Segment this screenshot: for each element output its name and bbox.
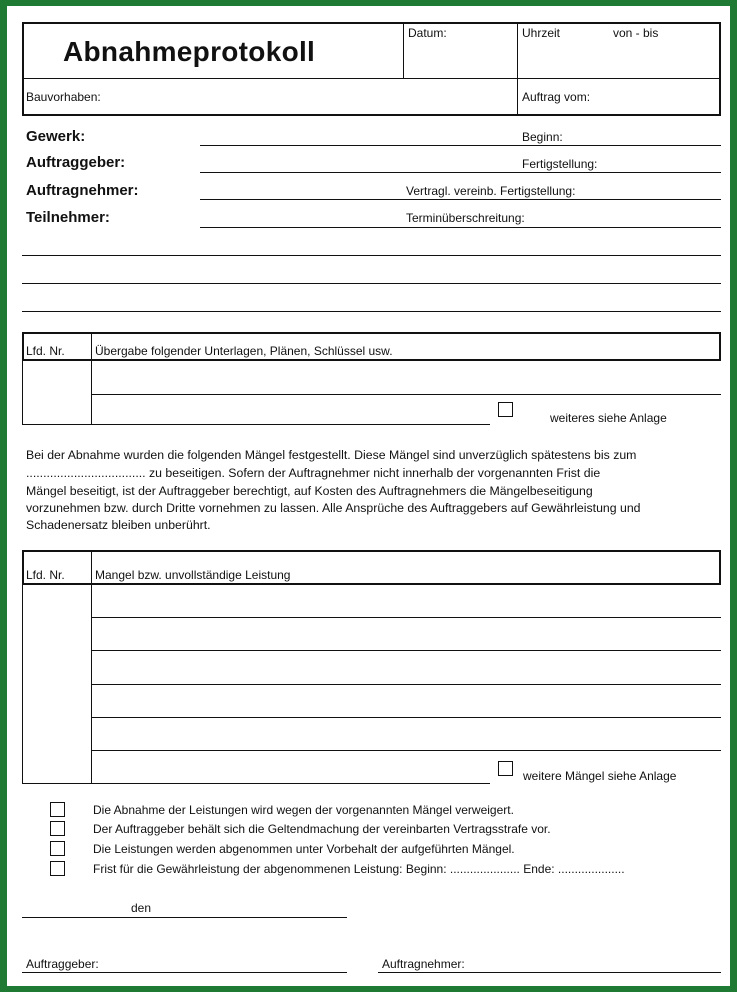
header-divider (22, 78, 721, 79)
auftrag-vom-label: Auftrag vom: (522, 90, 591, 104)
option-checkbox-4[interactable] (50, 861, 65, 876)
unterlagen-col-text: Übergabe folgender Unterlagen, Plänen, Schlüssel usw. (95, 344, 393, 358)
maengel-anlage-checkbox[interactable] (498, 761, 513, 776)
datum-label: Datum: (408, 26, 447, 40)
unterlagen-left-edge (22, 359, 23, 425)
teilnehmer-label: Teilnehmer: (26, 209, 110, 226)
auftragnehmer-signature-line[interactable] (378, 972, 721, 973)
option-checkbox-2[interactable] (50, 821, 65, 836)
maengel-anlage-label: weitere Mängel siehe Anlage (523, 769, 677, 783)
maengel-left-edge (22, 583, 23, 784)
unterlagen-col-divider (91, 332, 92, 425)
option-label-4: Frist für die Gewährleistung der abgenommenen Leistung: Beginn: ..................... Ende: .................... (93, 862, 625, 876)
page-title: Abnahmeprotokoll (63, 36, 316, 67)
option-label-1: Die Abnahme der Leistungen wird wegen der vorgenannten Mängel verweigert. (93, 803, 514, 817)
bauvorhaben-label: Bauvorhaben: (26, 90, 101, 104)
auftraggeber-signature-label: Auftraggeber: (26, 957, 99, 971)
option-checkbox-3[interactable] (50, 841, 65, 856)
maengel-col-text: Mangel bzw. unvollständige Leistung (95, 568, 291, 582)
gewerk-line[interactable] (200, 145, 721, 146)
maengel-line-6[interactable] (91, 783, 490, 784)
teilnehmer-line[interactable] (200, 227, 721, 228)
paragraph-line-5: Schadenersatz bleiben unberührt. (26, 518, 211, 532)
option-label-2: Der Auftraggeber behält sich die Geltendmachung der vereinbarten Vertragsstrafe vor. (93, 822, 551, 836)
fertigstellung-label: Fertigstellung: (522, 157, 598, 171)
paragraph-line-1: Bei der Abnahme wurden die folgenden Mängel festgestellt. Diese Mängel sind unverzüglich spätestens bis zum (26, 448, 637, 462)
header-vline-datum (403, 22, 404, 79)
auftraggeber-line[interactable] (200, 172, 721, 173)
unterlagen-bottom-nr (22, 424, 92, 425)
option-label-3: Die Leistungen werden abgenommen unter Vorbehalt der aufgeführten Mängel. (93, 842, 515, 856)
auftragnehmer-label: Auftragnehmer: (26, 182, 139, 199)
maengel-col-divider (91, 550, 92, 784)
paragraph-line-3: Mängel beseitigt, ist der Auftraggeber berechtigt, auf Kosten des Auftragnehmers die Mängelbeseitigung (26, 484, 593, 498)
den-line[interactable] (22, 917, 347, 918)
header-vline-uhrzeit (517, 22, 518, 116)
auftraggeber-signature-line[interactable] (22, 972, 347, 973)
beginn-label: Beginn: (522, 130, 563, 144)
maengel-line-5[interactable] (91, 750, 721, 751)
vertragl-fertigstellung-label: Vertragl. vereinb. Fertigstellung: (406, 184, 576, 198)
paragraph-line-4: vorzunehmen bzw. durch Dritte vornehmen zu lassen. Alle Ansprüche des Auftraggebers auf Gewährleistung und (26, 501, 641, 515)
form-page (7, 6, 730, 986)
option-checkbox-1[interactable] (50, 802, 65, 817)
uhrzeit-label: Uhrzeit (522, 26, 561, 40)
von-bis-label: von - bis (613, 26, 659, 40)
unterlagen-col-nr: Lfd. Nr. (26, 344, 65, 358)
blank-line-2[interactable] (22, 283, 721, 284)
blank-line-1[interactable] (22, 255, 721, 256)
den-label: den (131, 901, 152, 915)
terminueberschreitung-label: Terminüberschreitung: (406, 211, 525, 225)
unterlagen-anlage-checkbox[interactable] (498, 402, 513, 417)
maengel-line-3[interactable] (91, 684, 721, 685)
unterlagen-line-1[interactable] (91, 394, 721, 395)
maengel-line-1[interactable] (91, 617, 721, 618)
auftragnehmer-line[interactable] (200, 199, 721, 200)
maengel-col-nr: Lfd. Nr. (26, 568, 65, 582)
maengel-bottom-nr (22, 783, 92, 784)
auftragnehmer-signature-label: Auftragnehmer: (382, 957, 465, 971)
auftraggeber-label: Auftraggeber: (26, 154, 126, 171)
gewerk-label: Gewerk: (26, 128, 86, 145)
maengel-line-4[interactable] (91, 717, 721, 718)
unterlagen-line-2[interactable] (91, 424, 490, 425)
paragraph-line-2: ................................... zu beseitigen. Sofern der Auftragnehmer nicht innerhalb der vorgenannten Frist die (26, 466, 601, 480)
maengel-line-2[interactable] (91, 650, 721, 651)
unterlagen-anlage-label: weiteres siehe Anlage (550, 411, 667, 425)
blank-line-3[interactable] (22, 311, 721, 312)
